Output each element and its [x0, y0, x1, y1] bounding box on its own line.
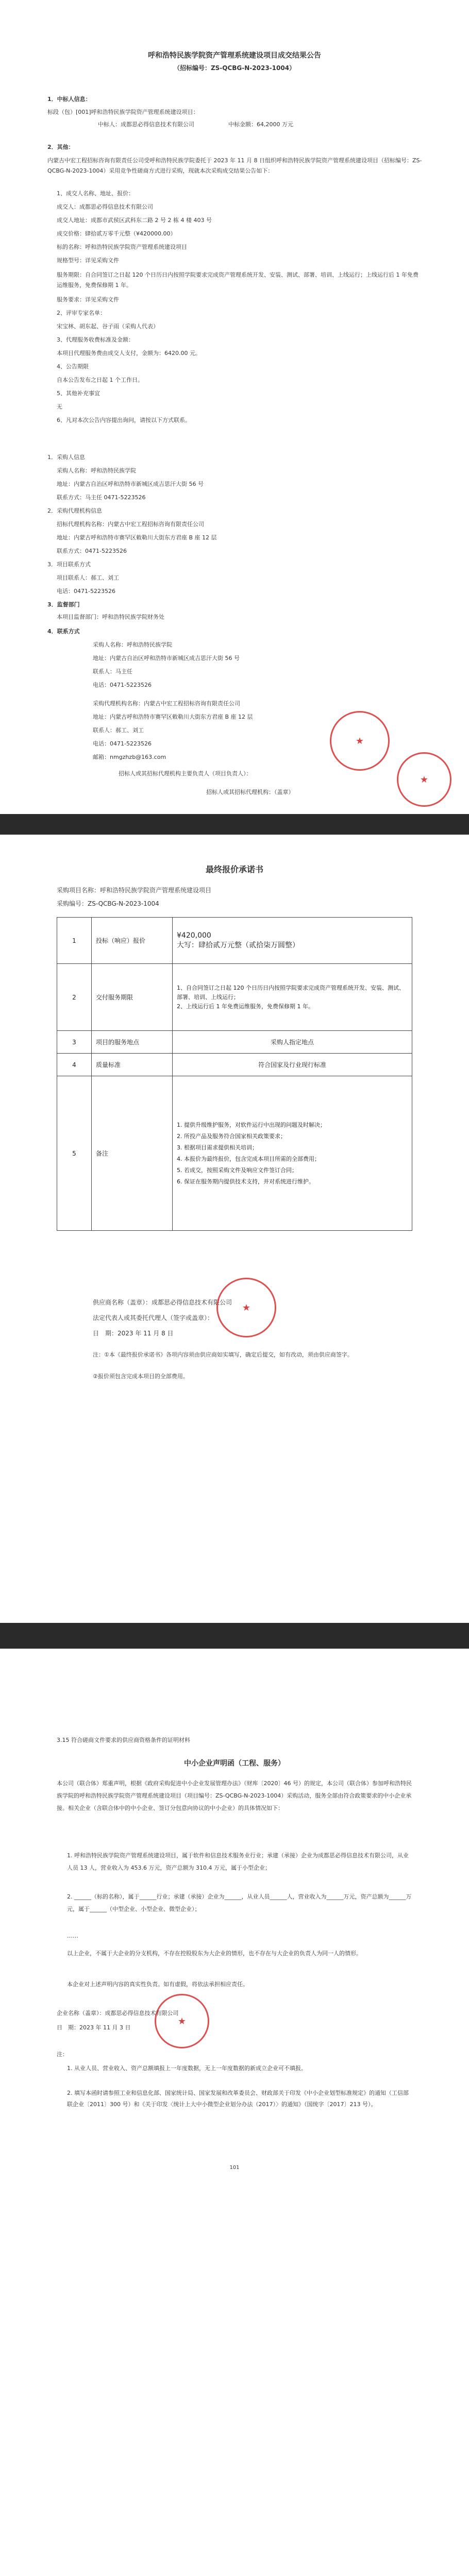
paragraph: 地址：内蒙古自治区呼和浩特市新城区成吉思汗大街 56 号	[57, 481, 204, 487]
paragraph: 1．采购人信息	[47, 454, 85, 461]
declaration-paragraph: 本企业对上述声明内容的真实性负责。如有虚假，将依法承担相应责任。	[67, 1981, 248, 1988]
project-number: （招标编号：ZS-QCBG-N-2023-1004）	[173, 64, 296, 72]
contact-buyer-address: 地址：内蒙古自治区呼和浩特市新城区成吉思汗大街 56 号	[93, 655, 240, 662]
table-cell: 备注	[92, 1076, 173, 1231]
page-number: 101	[229, 2165, 240, 2171]
buyer-seal	[330, 711, 390, 771]
section-2-heading: 2．其他：	[47, 144, 74, 150]
paragraph: 2、评审专家名单：	[57, 310, 106, 316]
table-cell: 交付服务期限	[92, 964, 173, 1031]
paragraph: 规格型号：详见采购文件	[57, 257, 119, 264]
table-cell: 项目的服务地点	[92, 1031, 173, 1054]
paragraph: 3．项目联系方式	[47, 561, 91, 568]
table-cell: 3	[57, 1031, 92, 1054]
page-1-tail	[0, 783, 469, 814]
table-cell: 1. 提供升级维护服务，对软件运行中出现的问题及时解决； 2. 所投产品及服务符合国家相关政策要求； 3. 根据项目需求提供相关培训； 4. 本报价为最终报价，包含完成本项目所需的全部费用； 5. 若成交，按照采购文件及响应文件签订合同； 6. 保证在服务期内提供技术支持，并对系统进行维护。	[173, 1076, 412, 1231]
table-row	[57, 1031, 412, 1054]
date-line: 日 期：2023 年 11 月 8 日	[93, 1330, 174, 1337]
paragraph: 1、成交人名称、地址、报价：	[57, 190, 134, 197]
table-cell: 2	[57, 964, 92, 1031]
paragraph: 服务期限：自合同签订之日起 120 个日历日内按照学院要求完成资产管理系统开发、安装、测试、部署、培训、上线运行；上线运行后 1 年免费运维服务，免费保修期 1 年。	[57, 272, 418, 289]
footnote-1: 1. 从业人员、营业收入、资产总额填报上一年度数据，无上一年度数据的新成立企业可不填报。	[67, 2065, 307, 2072]
signature-line-1: 招标人或其招标代理机构主要负责人（项目负责人）：	[119, 770, 252, 777]
table-cell: 采购人指定地点	[173, 1031, 412, 1054]
paragraph: 标的名称：呼和浩特民族学院资产管理系统建设项目	[57, 244, 187, 250]
paragraph: 成交价格：肆拾贰万零千元整（¥420000.00）	[57, 230, 176, 237]
contact-agent: 采购代理机构名称：内蒙古中宏工程招标咨询有限责任公司	[93, 700, 240, 707]
paragraph: 3、代理服务收费标准及金额：	[57, 336, 134, 343]
paragraph-intro: 内蒙古中宏工程招标咨询有限责任公司受呼和浩特民族学院委托于 2023 年 11 月 8 日组织呼和浩特民族学院资产管理系统建设项目（招标编号：ZS-QCBG-N-2023-1004）采用竞争性磋商方式进行采购，现就本次采购成交结果公告如下：	[47, 157, 422, 174]
paragraph: 6、凡对本次公告内容提出询问，请按以下方式联系。	[57, 417, 191, 423]
page-gap	[0, 814, 469, 835]
project-name-line: 采购项目名称：呼和浩特民族学院资产管理系统建设项目	[57, 887, 212, 894]
paragraph: 成交人地址：成都市武侯区武科东二路 2 号 2 栋 4 楼 403 号	[57, 217, 212, 224]
table-cell: 4	[57, 1054, 92, 1076]
page-2	[0, 835, 469, 1623]
table-cell: 1、自合同签订之日起 120 个日历日内按照学院要求完成资产管理系统开发、安装、测试、部署、培训、上线运行； 2、上线运行后 1 年免费运维服务，免费保修期 1 年。	[173, 964, 412, 1031]
section-4-heading: 4．联系方式	[47, 628, 80, 635]
paragraph: 项目联系人：郝工、刘工	[57, 574, 119, 581]
contact-agent-person: 联系人：郝工、刘工	[93, 727, 144, 734]
signature-line-2: 招标人或其招标代理机构：（盖章）	[206, 789, 294, 795]
declaration-ellipsis: ……	[67, 1933, 78, 1939]
table-row	[57, 964, 412, 1031]
paragraph: 联系方式：马主任 0471-5223526	[57, 494, 146, 501]
table-cell: 投标（响应）报价	[92, 918, 173, 964]
section-1-line: 标段（包）[001]呼和浩特民族学院资产管理系统建设项目：	[47, 109, 199, 115]
paragraph: 成交人：成都思必得信息技术有限公司	[57, 204, 153, 210]
company-seal	[155, 1994, 209, 2048]
declaration-paragraph: 以上企业，不属于大企业的分支机构，不存在控股股东为大企业的情形，也不存在与大企业的负责人为同一人的情形。	[67, 1950, 362, 1957]
table-cell-handwritten: ¥420,000 大写：肆拾贰万元整（贰拾柒万圆整）	[173, 918, 412, 964]
note-2: ②报价须包含完成本项目的全部费用。	[93, 1373, 189, 1380]
supplier-line: 中标人：成都思必得信息技术有限公司 中标金额：64,2000 万元	[98, 121, 293, 128]
vendor-seal	[216, 1278, 276, 1337]
table-row	[57, 1076, 412, 1231]
contact-agent-address: 地址：内蒙古呼和浩特市赛罕区敕勒川大街东方君座 B 座 12 层	[93, 714, 253, 720]
sign-date: 日 期：2023 年 11 月 3 日	[57, 2024, 131, 2031]
paragraph: 招标代理机构名称：内蒙古中宏工程招标咨询有限责任公司	[57, 521, 204, 528]
page-3	[0, 1649, 469, 2576]
declaration-title: 中小企业声明函（工程、服务）	[184, 1759, 285, 1768]
table-row	[57, 918, 412, 964]
announcement-title: 呼和浩特民族学院资产管理系统建设项目成交结果公告	[148, 52, 321, 60]
paragraph: 采购人名称：呼和浩特民族学院	[57, 467, 136, 474]
footnote-2: 2. 填写本函时请参照工业和信息化部、国家统计局、国家发展和改革委员会、财政部关于印发《中小企业划型标准规定》的通知（工信部联企业〔2011〕300 号）和《关于印发〈统计上大中小微型企业划分办法（2017）〉的通知》（国统字〔2017〕213 号）。	[67, 2090, 409, 2108]
commitment-title: 最终报价承诺书	[205, 865, 263, 874]
paragraph: 联系方式：0471-5223526	[57, 548, 127, 554]
paragraph: 电话：0471-5223526	[57, 588, 115, 595]
project-code-line: 采购编号：ZS-QCBG-N-2023-1004	[57, 900, 159, 907]
paragraph: 宋宝林、胡东起、谷子雨（采购人代表）	[57, 323, 159, 330]
declaration-item-2: 2. ______（标的名称），属于______行业；承建（承接）企业为______，从业人员______人，营业收入为______万元，资产总额为______万元，属于______（中型企业、小型企业、微型企业）；	[67, 1893, 412, 1912]
page-1	[0, 0, 469, 783]
paragraph: 本项目代理服务费由成交人支付，金额为：6420.00 元。	[57, 350, 201, 357]
section-1-heading: 1．中标人信息：	[47, 96, 91, 103]
contact-agent-email: 邮箱：nmgzhzb@163.com	[93, 754, 166, 760]
paragraph: 服务要求：详见采购文件	[57, 296, 119, 303]
vendor-line: 供应商名称（盖章）：成都思必得信息技术有限公司	[93, 1299, 232, 1306]
declaration-item-1: 1. 呼和浩特民族学院资产管理系统建设项目，属于软件和信息技术服务业行业；承建（承接）企业为成都思必得信息技术有限公司，从业人员 13 人，营业收入为 453.6 万元，资产总额为 310.4 万元，属于小型企业；	[67, 1852, 409, 1871]
footnote-heading: 注：	[57, 2051, 68, 2058]
section-3-heading: 3．监督部门	[47, 601, 80, 608]
commitment-table	[57, 917, 412, 1231]
supervision-line: 本项目监督部门：呼和浩特民族学院财务处	[57, 614, 164, 620]
paragraph: 自本公告发布之日起 1 个工作日。	[57, 377, 143, 383]
sign-unit: 企业名称（盖章）：成都思必得信息技术有限公司	[57, 2010, 179, 2016]
paragraph: 5、其他补充事宜	[57, 390, 100, 397]
representative-line: 法定代表人或其委托代理人（签字或盖章）：	[93, 1314, 214, 1321]
table-cell: 符合国家及行业现行标准	[173, 1054, 412, 1076]
table-cell: 5	[57, 1076, 92, 1231]
paragraph: 2．采购代理机构信息	[47, 507, 102, 514]
paragraph: 无	[57, 403, 62, 410]
table-row	[57, 1054, 412, 1076]
contact-buyer: 采购人名称：呼和浩特民族学院	[93, 641, 172, 648]
agent-seal	[397, 752, 451, 807]
contact-buyer-person: 联系人：马主任	[93, 668, 132, 675]
table-cell: 1	[57, 918, 92, 964]
section-note: 3.15 符合磋商文件要求的供应商资格条件的证明材料	[57, 1737, 190, 1743]
paragraph: 地址：内蒙古呼和浩特市赛罕区敕勒川大街东方君座 B 座 12 层	[57, 534, 217, 541]
page-gap	[0, 1623, 469, 1649]
declaration-body: 本公司（联合体）郑重声明，根据《政府采购促进中小企业发展管理办法》（财库〔2020〕46 号）的规定，本公司（联合体）参加呼和浩特民族学院的呼和浩特民族学院资产管理系统建设项目（项目编号：ZS-QCBG-N-2023-1004）采购活动，服务全部由符合政策要求的中小企业承接。相关企业（含联合体中的中小企业、签订分包意向协议的中小企业）的具体情况如下：	[57, 1780, 412, 1811]
note-1: 注：①本《最终报价承诺书》各项内容须由供应商如实填写，确定后提交，如有改动，须由供应商签字。	[93, 1351, 353, 1358]
paragraph: 4、公告期限	[57, 363, 89, 370]
table-cell: 质量标准	[92, 1054, 173, 1076]
contact-buyer-phone: 电话：0471-5223526	[93, 682, 152, 688]
contact-agent-phone: 电话：0471-5223526	[93, 740, 152, 747]
